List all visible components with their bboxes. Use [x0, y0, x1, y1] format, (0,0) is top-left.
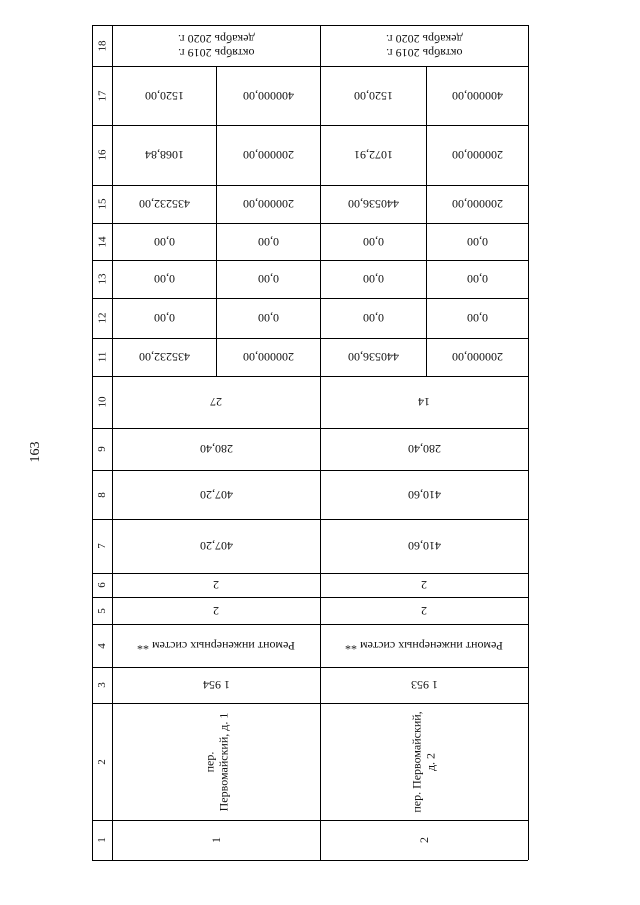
row-2-col-13-a-text: 0,00 [362, 272, 384, 286]
row-1-col-15-a-text: 435232,00 [138, 197, 190, 211]
row-2-col-17-b [426, 66, 528, 125]
row-1-col-17-a [112, 66, 216, 125]
row-1-col-11-b-text: 200000,00 [242, 350, 294, 364]
row-1-col-12-a-text: 0,00 [153, 311, 175, 325]
row-1-col-3 [112, 667, 320, 703]
row-2-col-16-a-text: 1072,91 [353, 148, 393, 162]
row-1-col-13-a [112, 260, 216, 298]
row-1-col-2-text: пер. Первомайский, д. 1 [202, 712, 230, 811]
row-2-col-11-a [320, 338, 426, 376]
row-2-col-17-a-text: 1520,00 [353, 88, 393, 103]
column-header-13-text: 13 [96, 273, 108, 285]
column-header-6-text: 6 [96, 582, 108, 588]
row-1-col-15-b [216, 185, 320, 223]
table-rule [528, 25, 529, 860]
row-1-col-5-text: 2 [213, 603, 219, 618]
row-1-col-12-b-text: 0,00 [257, 311, 279, 325]
column-header-1 [92, 820, 112, 860]
row-1-col-10 [112, 376, 320, 428]
row-1-col-13-a-text: 0,00 [153, 272, 175, 286]
row-1-col-3-text: 1 954 [202, 678, 230, 692]
column-header-2-text: 2 [96, 758, 108, 765]
row-2-col-10-text: 14 [418, 395, 430, 409]
column-header-3 [92, 667, 112, 703]
row-1-col-6 [112, 573, 320, 597]
row-2-col-6-text: 2 [421, 578, 427, 592]
row-2-col-8-text: 410,60 [407, 487, 441, 502]
row-2-col-17-a [320, 66, 426, 125]
column-header-2 [92, 703, 112, 820]
row-1-col-14-a [112, 223, 216, 260]
row-1-col-11-b [216, 338, 320, 376]
row-1-col-12-a [112, 298, 216, 338]
row-2-col-14-a-text: 0,00 [362, 234, 384, 249]
row-2-col-11-a-text: 440536,00 [347, 350, 399, 364]
row-2-col-16-b [426, 125, 528, 185]
row-2-col-1-text: 2 [417, 837, 431, 843]
column-header-18 [92, 25, 112, 66]
row-1-col-13-b [216, 260, 320, 298]
row-2-col-2-text: пер. Первомайский, д. 2 [409, 710, 438, 813]
row-2-col-10 [320, 376, 528, 428]
row-2-col-4 [320, 624, 528, 667]
row-2-col-9 [320, 428, 528, 470]
row-2-col-5-text: 2 [421, 603, 427, 618]
row-1-col-13-b-text: 0,00 [257, 272, 279, 286]
column-header-8-text: 8 [96, 491, 108, 498]
row-1-col-14-a-text: 0,00 [153, 234, 175, 249]
row-1-col-7-text: 407,20 [199, 539, 233, 553]
row-2-col-16-a [320, 125, 426, 185]
row-1-col-15-b-text: 200000,00 [242, 197, 294, 211]
column-header-8 [92, 470, 112, 519]
column-header-15 [92, 185, 112, 223]
column-header-4-text: 4 [96, 642, 108, 649]
row-1-col-1 [112, 820, 320, 860]
table-rule [92, 860, 528, 861]
row-2-col-15-a [320, 185, 426, 223]
column-header-6 [92, 573, 112, 597]
column-header-3-text: 3 [96, 682, 108, 688]
row-2-col-7 [320, 519, 528, 573]
row-1-col-16-b-text: 200000,00 [242, 148, 294, 162]
row-2-col-15-b [426, 185, 528, 223]
row-1-col-14-b-text: 0,00 [257, 234, 279, 249]
row-1-col-16-b [216, 125, 320, 185]
row-2-col-14-b-text: 0,00 [466, 234, 488, 249]
column-header-9 [92, 428, 112, 470]
row-1-col-4-text: Ремонт инженерных систем ** [137, 638, 295, 653]
row-2-col-18 [320, 25, 528, 66]
row-1-col-11-a-text: 435232,00 [138, 350, 190, 364]
column-header-18-text: 18 [96, 40, 108, 51]
column-header-11-text: 11 [96, 351, 108, 363]
column-header-5-text: 5 [96, 607, 108, 614]
column-header-17-text: 17 [96, 90, 108, 101]
row-2-col-17-b-text: 400000,00 [451, 88, 503, 103]
row-2-col-16-b-text: 200000,00 [451, 148, 503, 162]
row-2-col-18-text: октябрь 2019 г. декабрь 2020 г. [385, 31, 463, 60]
row-1-col-16-a-text: 1068,84 [144, 148, 184, 162]
row-2-col-15-b-text: 200000,00 [451, 197, 503, 211]
row-1-col-12-b [216, 298, 320, 338]
row-1-col-11-a [112, 338, 216, 376]
column-header-1-text: 1 [96, 837, 108, 843]
row-2-col-15-a-text: 440536,00 [347, 197, 399, 211]
row-2-col-3-text: 1 953 [410, 678, 438, 692]
column-header-13 [92, 260, 112, 298]
row-1-col-10-text: 27 [210, 395, 222, 409]
row-1-col-7 [112, 519, 320, 573]
row-2-col-11-b [426, 338, 528, 376]
row-1-col-17-a-text: 1520,00 [144, 88, 184, 103]
row-2-col-8 [320, 470, 528, 519]
row-1-col-18-text: октябрь 2019 г. декабрь 2020 г. [177, 31, 255, 60]
row-2-col-3 [320, 667, 528, 703]
row-1-col-18 [112, 25, 320, 66]
column-header-15-text: 15 [96, 198, 108, 210]
column-header-7-text: 7 [96, 543, 108, 549]
row-1-col-4 [112, 624, 320, 667]
row-2-col-2 [320, 703, 528, 820]
row-1-col-1-text: 1 [209, 837, 223, 843]
column-header-16-text: 16 [96, 149, 108, 161]
row-2-col-13-a [320, 260, 426, 298]
column-header-11 [92, 338, 112, 376]
column-header-7 [92, 519, 112, 573]
row-1-col-15-a [112, 185, 216, 223]
row-2-col-1 [320, 820, 528, 860]
row-1-col-9 [112, 428, 320, 470]
row-2-col-13-b-text: 0,00 [466, 272, 488, 286]
column-header-10 [92, 376, 112, 428]
row-2-col-12-b-text: 0,00 [466, 311, 488, 325]
row-2-col-13-b [426, 260, 528, 298]
row-1-col-5 [112, 597, 320, 624]
row-2-col-12-a [320, 298, 426, 338]
row-2-col-14-b [426, 223, 528, 260]
row-1-col-16-a [112, 125, 216, 185]
column-header-16 [92, 125, 112, 185]
row-1-col-2 [112, 703, 320, 820]
row-2-col-12-a-text: 0,00 [362, 311, 384, 325]
column-header-12-text: 12 [96, 312, 108, 324]
row-1-col-14-b [216, 223, 320, 260]
column-header-5 [92, 597, 112, 624]
row-1-col-8-text: 407,20 [199, 487, 233, 502]
row-2-col-7-text: 410,60 [407, 539, 441, 553]
row-2-col-11-b-text: 200000,00 [451, 350, 503, 364]
row-2-col-4-text: Ремонт инженерных систем ** [345, 638, 503, 653]
row-2-col-12-b [426, 298, 528, 338]
row-2-col-9-text: 280,40 [407, 442, 441, 456]
column-header-10-text: 10 [96, 396, 108, 408]
column-header-9-text: 9 [96, 446, 108, 452]
row-1-col-17-b [216, 66, 320, 125]
row-1-col-6-text: 2 [213, 578, 219, 592]
row-1-col-9-text: 280,40 [199, 442, 233, 456]
column-header-14 [92, 223, 112, 260]
row-2-col-14-a [320, 223, 426, 260]
row-2-col-5 [320, 597, 528, 624]
column-header-4 [92, 624, 112, 667]
row-1-col-8 [112, 470, 320, 519]
page-number: 163 [28, 441, 43, 463]
column-header-17 [92, 66, 112, 125]
column-header-12 [92, 298, 112, 338]
column-header-14-text: 14 [96, 236, 108, 247]
row-2-col-6 [320, 573, 528, 597]
row-1-col-17-b-text: 400000,00 [242, 88, 294, 103]
